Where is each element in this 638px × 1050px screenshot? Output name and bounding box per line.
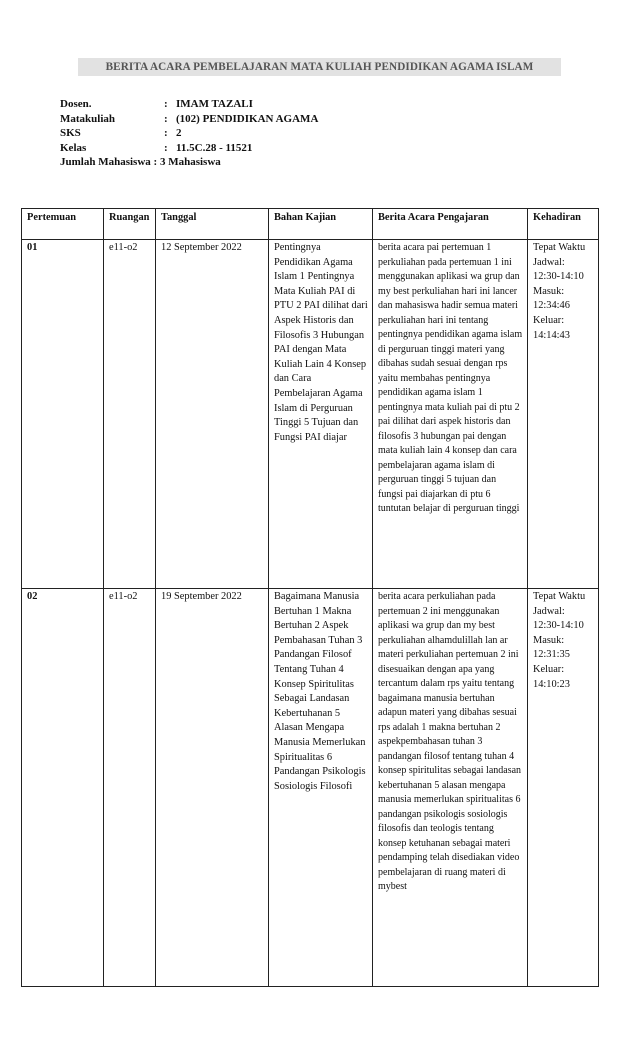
meta-value-sks: 2 [176, 127, 182, 139]
meta-label: SKS [60, 127, 81, 139]
attendance-table [21, 208, 599, 987]
meta-row-dosen [60, 97, 318, 112]
header-kehadiran: Kehadiran [528, 209, 599, 240]
cell-bahan-kajian: Bagaimana Manusia Bertuhan 1 Makna Bertuhan 2 Aspek Pembahasan Tuhan 3 Pandangan Filosof Tentang Tuhan 4 Konsep Spiritulitas Sebagai Landasan Kebertuhanan 5 Alasan Mengapa Manusia Memerlukan Spiritualitas 6 Pandangan Psikologis Sosiologis Filosofi [269, 589, 373, 987]
course-info [60, 97, 318, 170]
meta-row-sks [60, 126, 318, 141]
meta-value-kelas: 11.5C.28 - 11521 [176, 141, 253, 154]
meta-label: Jumlah Mahasiswa [60, 156, 151, 168]
cell-pertemuan: 02 [22, 589, 104, 987]
header-tanggal: Tanggal [156, 209, 269, 240]
cell-kehadiran: Tepat Waktu Jadwal: 12:30-14:10 Masuk: 12:31:35 Keluar: 14:10:23 [528, 589, 599, 987]
table-row [22, 589, 599, 987]
meta-label: Matakuliah [60, 112, 116, 125]
meta-label: Kelas [60, 141, 87, 154]
meta-colon: : [150, 156, 160, 168]
cell-ruangan: e11-o2 [104, 240, 156, 589]
cell-kehadiran: Tepat Waktu Jadwal: 12:30-14:10 Masuk: 12:34:46 Keluar: 14:14:43 [528, 240, 599, 589]
page-title: BERITA ACARA PEMBELAJARAN MATA KULIAH PENDIDIKAN AGAMA ISLAM [78, 58, 561, 76]
cell-pertemuan: 01 [22, 240, 104, 589]
meta-row-matakuliah [60, 112, 318, 127]
meta-colon: : [164, 127, 168, 139]
cell-berita-acara: berita acara pai pertemuan 1 perkuliahan pada pertemuan 1 ini menggunakan aplikasi wa grup dan my best perkuliahan hari ini lancer dan mahasiswa hadir semua materi perkuliahan hari ini tentang pentingnya pendidikan agama islam di perguruan tinggi materi yang dibahas sudah sesuai dengan rps yaitu membahas pentingnya pendidikan agama islam 1 pentingnya mata kuliah pai di ptu 2 pai dilihat dari aspek historis dan filosofis 3 hubungan pai dengan mata kuliah lain 4 konsep dan cara pembelajaran agama islam di perguruan tinggi 5 tujuan dan fungsi pai diajarkan di ptu 6 tuntutan belajar di perguruan tinggi [373, 240, 528, 589]
meta-colon: : [164, 141, 168, 154]
meta-row-jumlah-mahasiswa [60, 155, 318, 170]
meta-colon: : [164, 98, 168, 110]
cell-tanggal: 19 September 2022 [156, 589, 269, 987]
header-pertemuan: Pertemuan [22, 209, 104, 240]
header-berita-acara: Berita Acara Pengajaran [373, 209, 528, 240]
meta-value-matakuliah: (102) PENDIDIKAN AGAMA [176, 112, 319, 125]
cell-berita-acara: berita acara perkuliahan pada pertemuan 2 ini menggunakan aplikasi wa grup dan my best perkuliahan alhamdulillah lan ar materi perkuliahan pertemuan 2 ini disesuaikan dengan apa yang tercantum dalam rps yaitu tentang bagaimana manusia bertuhan adapun materi yang dibahas sesuai rps adalah 1 makna bertuhan 2 aspekpembahasan tuhan 3 pandangan filosof tentang tuhan 4 konsep spiritulitas sebagai landasan kebertuhanan 5 alasan mengapa manusia memerlukan spiritualitas 6 pandangan psikologis sosiologis filosofis dan teologis tentang konsep ketuhanan sebagai materi pendamping telah disediakan video pembelajaran di ruang materi di mybest [373, 589, 528, 987]
meta-value-dosen: IMAM TAZALI [176, 98, 253, 110]
meta-colon: : [164, 112, 168, 125]
header-bahan-kajian: Bahan Kajian [269, 209, 373, 240]
table-row [22, 240, 599, 589]
meta-row-kelas [60, 141, 318, 156]
header-ruangan: Ruangan [104, 209, 156, 240]
table-header-row [22, 209, 599, 240]
meta-label: Dosen. [60, 98, 92, 110]
cell-tanggal: 12 September 2022 [156, 240, 269, 589]
meta-value-jumlah-mahasiswa: 3 Mahasiswa [159, 156, 221, 168]
cell-ruangan: e11-o2 [104, 589, 156, 987]
cell-bahan-kajian: Pentingnya Pendidikan Agama Islam 1 Pentingnya Mata Kuliah PAI di PTU 2 PAI dilihat dari Aspek Historis dan Filosofis 3 Hubungan PAI dengan Mata Kuliah Lain 4 Konsep dan Cara Pembelajaran Agama Islam di Perguruan Tinggi 5 Tujuan dan Fungsi PAI diajar [269, 240, 373, 589]
